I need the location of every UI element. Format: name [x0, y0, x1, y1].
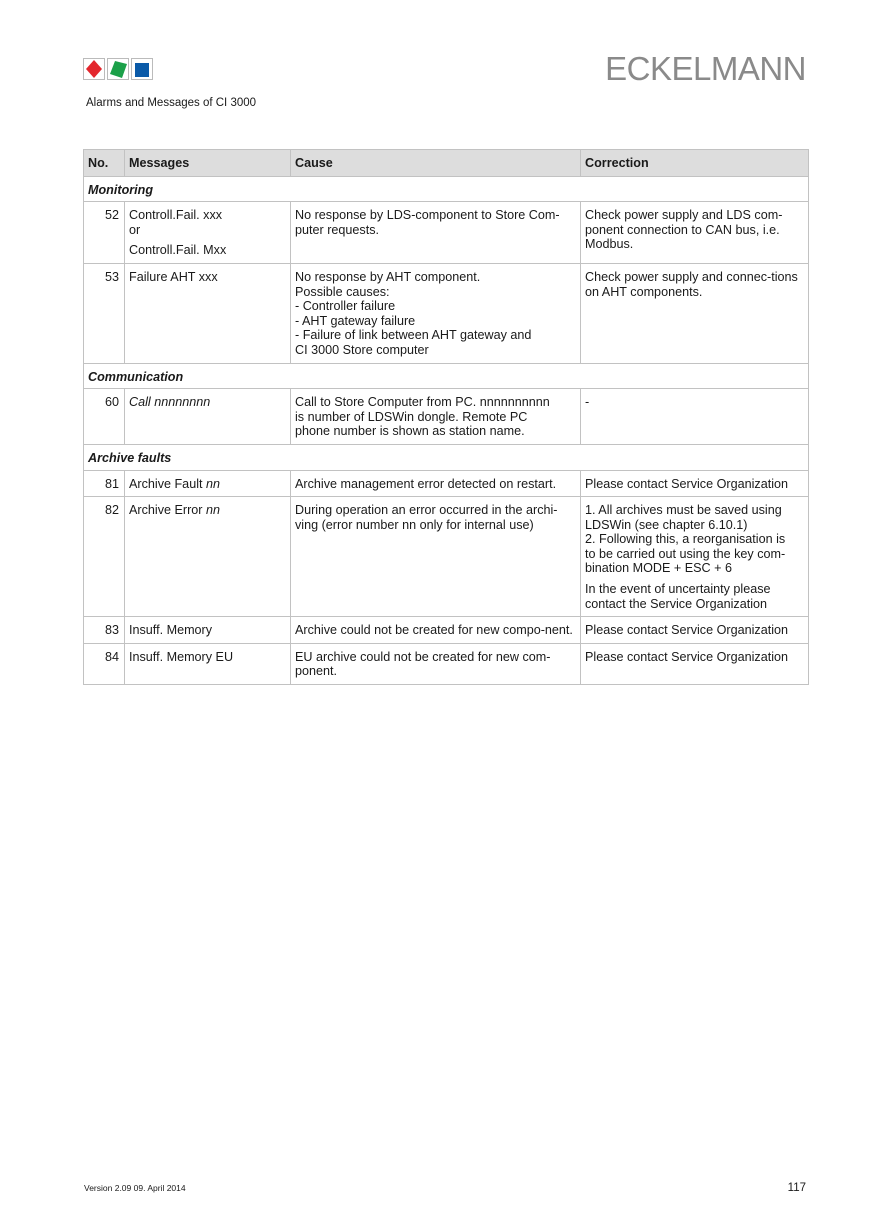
section-row: [84, 444, 809, 470]
cause-line: Call to Store Computer from PC. nnnnnnnnnn: [295, 395, 550, 410]
alarm-number: 52: [84, 202, 125, 264]
correction-line: 2. Following this, a reorganisation is: [585, 532, 786, 547]
message-line: Controll.Fail. Mxx: [129, 243, 227, 258]
message-italic: nn: [206, 476, 221, 491]
correction-line: LDSWin (see chapter 6.10.1): [585, 517, 748, 532]
message-prefix: Archive Fault: [129, 476, 203, 491]
section-row: [84, 176, 809, 202]
column-header-messages: Messages: [125, 150, 291, 177]
alarm-number: 53: [84, 263, 125, 363]
company-logo: [83, 57, 155, 81]
correction-note: In the event of uncertainty please contact the Service Organization: [585, 582, 771, 611]
alarm-number: 84: [84, 643, 125, 684]
alarm-cause: During operation an error occurred in the archi-ving (error number nn only for internal use): [291, 497, 581, 617]
cause-line: Possible causes:: [295, 284, 390, 299]
logo-square-green: [107, 58, 129, 80]
alarms-table: [83, 149, 809, 685]
table-row: [84, 470, 809, 497]
page-number: 117: [787, 1182, 806, 1194]
cause-line: - AHT gateway failure: [295, 313, 416, 328]
cause-line: phone number is shown as station name.: [295, 424, 525, 439]
table-row: [84, 617, 809, 644]
alarm-cause: Archive management error detected on restart.: [291, 470, 581, 497]
column-header-correction: Correction: [581, 150, 809, 177]
message-italic: Call nnnnnnnn: [129, 395, 211, 410]
alarm-correction: [581, 497, 809, 617]
table-row: [84, 643, 809, 684]
alarm-message: [125, 389, 291, 445]
alarm-correction: Check power supply and connec-tions on AHT components.: [581, 263, 809, 363]
cause-line: CI 3000 Store computer: [295, 342, 429, 357]
alarm-cause: [291, 263, 581, 363]
alarm-correction: -: [581, 389, 809, 445]
document-subtitle: Alarms and Messages of CI 3000: [86, 97, 257, 109]
alarm-number: 81: [84, 470, 125, 497]
alarm-cause: Archive could not be created for new compo-nent.: [291, 617, 581, 644]
table-row: [84, 263, 809, 363]
table-header-row: [84, 150, 809, 177]
alarm-message: Insuff. Memory: [125, 617, 291, 644]
alarm-number: 82: [84, 497, 125, 617]
column-header-cause: Cause: [291, 150, 581, 177]
table-row: [84, 389, 809, 445]
alarm-cause: [291, 389, 581, 445]
section-title: Archive faults: [84, 444, 809, 470]
correction-line: to be carried out using the key com-: [585, 546, 786, 561]
section-title: Communication: [84, 363, 809, 389]
logo-square-red: [83, 58, 105, 80]
section-title: Monitoring: [84, 176, 809, 202]
message-line: or: [129, 222, 141, 237]
alarm-number: 60: [84, 389, 125, 445]
cause-line: - Failure of link between AHT gateway and: [295, 328, 532, 343]
table-row: [84, 497, 809, 617]
alarm-correction: Please contact Service Organization: [581, 643, 809, 684]
message-prefix: Archive Error: [129, 503, 203, 518]
alarm-message: Failure AHT xxx: [125, 263, 291, 363]
column-header-no: No.: [84, 150, 125, 177]
alarm-message: [125, 202, 291, 264]
cause-line: is number of LDSWin dongle. Remote PC: [295, 409, 528, 424]
footer-version: Version 2.09 09. April 2014: [84, 1183, 186, 1193]
message-line: Controll.Fail. xxx: [129, 208, 223, 223]
alarm-message: [125, 470, 291, 497]
section-row: [84, 363, 809, 389]
correction-line: 1. All archives must be saved using: [585, 503, 782, 518]
cause-line: No response by AHT component.: [295, 269, 481, 284]
alarm-correction: Check power supply and LDS com-ponent connection to CAN bus, i.e. Modbus.: [581, 202, 809, 264]
brand-name: ECKELMANN: [605, 50, 806, 87]
correction-line: bination MODE + ESC + 6: [585, 561, 732, 576]
table-row: [84, 202, 809, 264]
alarm-number: 83: [84, 617, 125, 644]
alarm-message: Insuff. Memory EU: [125, 643, 291, 684]
alarm-cause: No response by LDS-component to Store Com-puter requests.: [291, 202, 581, 264]
alarm-cause: EU archive could not be created for new com-ponent.: [291, 643, 581, 684]
message-italic: nn: [205, 503, 220, 518]
alarm-correction: Please contact Service Organization: [581, 617, 809, 644]
alarm-message: [125, 497, 291, 617]
cause-line: - Controller failure: [295, 299, 396, 314]
logo-square-blue: [131, 58, 153, 80]
alarm-correction: Please contact Service Organization: [581, 470, 809, 497]
